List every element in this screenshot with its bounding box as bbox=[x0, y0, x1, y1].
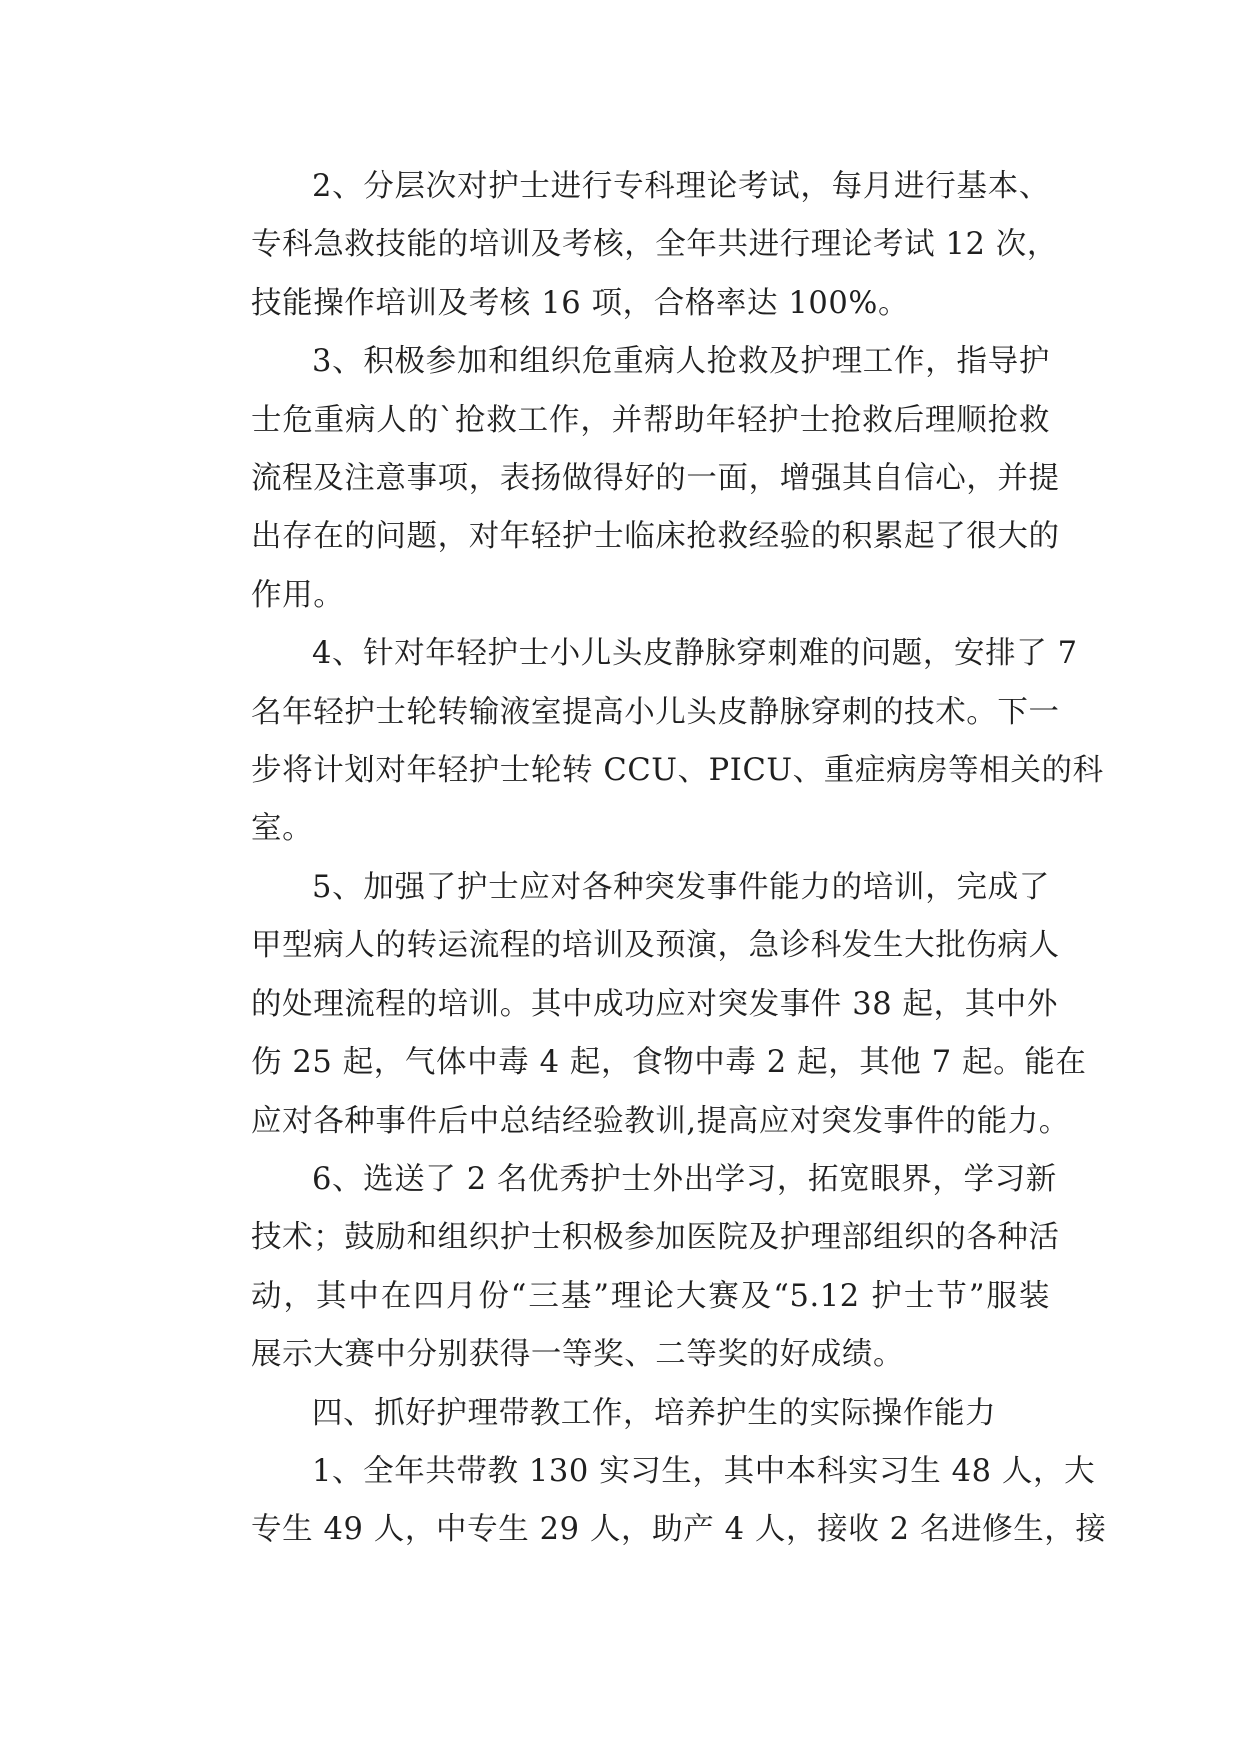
text-line: 4、针对年轻护士小儿头皮静脉穿刺难的问题，安排了 7 bbox=[312, 636, 1078, 672]
text-line: 6、选送了 2 名优秀护士外出学习，拓宽眼界，学习新 bbox=[312, 1161, 1057, 1197]
text-line: 技能操作培训及考核 16 项，合格率达 100%。 bbox=[251, 285, 910, 321]
paragraph-4-venipuncture bbox=[190, 625, 1104, 859]
text-line: 流程及注意事项，表扬做得好的一面，增强其自信心，并提 bbox=[251, 461, 1060, 497]
section-heading-four bbox=[190, 1385, 1050, 1443]
text-line: 2、分层次对护士进行专科理论考试，每月进行基本、 bbox=[312, 169, 1050, 204]
text-line: 甲型病人的转运流程的培训及预演，急诊科发生大批伤病人 bbox=[251, 928, 1060, 964]
text-line: 专科急救技能的培训及考核，全年共进行理论考试 12 次， bbox=[251, 227, 1058, 263]
text-line: 室。 bbox=[251, 811, 314, 847]
paragraph-1-intern-teaching bbox=[190, 1443, 1107, 1560]
paragraph-2-specialty-exams bbox=[190, 158, 1058, 333]
paragraph-3-critical-rescue bbox=[190, 333, 1060, 625]
text-line: 展示大赛中分别获得一等奖、二等奖的好成绩。 bbox=[251, 1337, 905, 1373]
text-line: 专生 49 人，中专生 29 人，助产 4 人，接收 2 名进修生，接 bbox=[251, 1512, 1107, 1548]
section-heading: 四、抓好护理带教工作，培养护生的实际操作能力 bbox=[312, 1395, 997, 1431]
text-line: 技术；鼓励和组织护士积极参加医院及护理部组织的各种活 bbox=[251, 1220, 1060, 1256]
paragraph-5-emergency-training bbox=[190, 859, 1087, 1151]
text-line: 步将计划对年轻护士轮转 CCU、PICU、重症病房等相关的科 bbox=[251, 753, 1104, 789]
text-line: 1、全年共带教 130 实习生，其中本科实习生 48 人，大 bbox=[312, 1453, 1096, 1489]
text-line: 5、加强了护士应对各种突发事件能力的培训，完成了 bbox=[312, 869, 1050, 905]
text-line: 动，其中在四月份“三基”理论大赛及“5.12 护士节”服装 bbox=[251, 1278, 1050, 1314]
text-line: 作用。 bbox=[251, 577, 345, 613]
text-line: 出存在的问题，对年轻护士临床抢救经验的积累起了很大的 bbox=[251, 519, 1060, 555]
text-line: 3、积极参加和组织危重病人抢救及护理工作，指导护 bbox=[312, 344, 1050, 380]
paragraph-6-external-study bbox=[190, 1151, 1060, 1385]
text-line: 士危重病人的`抢救工作，并帮助年轻护士抢救后理顺抢救 bbox=[251, 402, 1050, 438]
text-line: 伤 25 起，气体中毒 4 起，食物中毒 2 起，其他 7 起。能在 bbox=[251, 1045, 1087, 1081]
text-line: 应对各种事件后中总结经验教训,提高应对突发事件的能力。 bbox=[251, 1103, 1070, 1139]
text-line: 名年轻护士轮转输液室提高小儿头皮静脉穿刺的技术。下一 bbox=[251, 694, 1060, 730]
body-text bbox=[190, 158, 1107, 1560]
text-line: 的处理流程的培训。其中成功应对突发事件 38 起，其中外 bbox=[251, 986, 1058, 1022]
